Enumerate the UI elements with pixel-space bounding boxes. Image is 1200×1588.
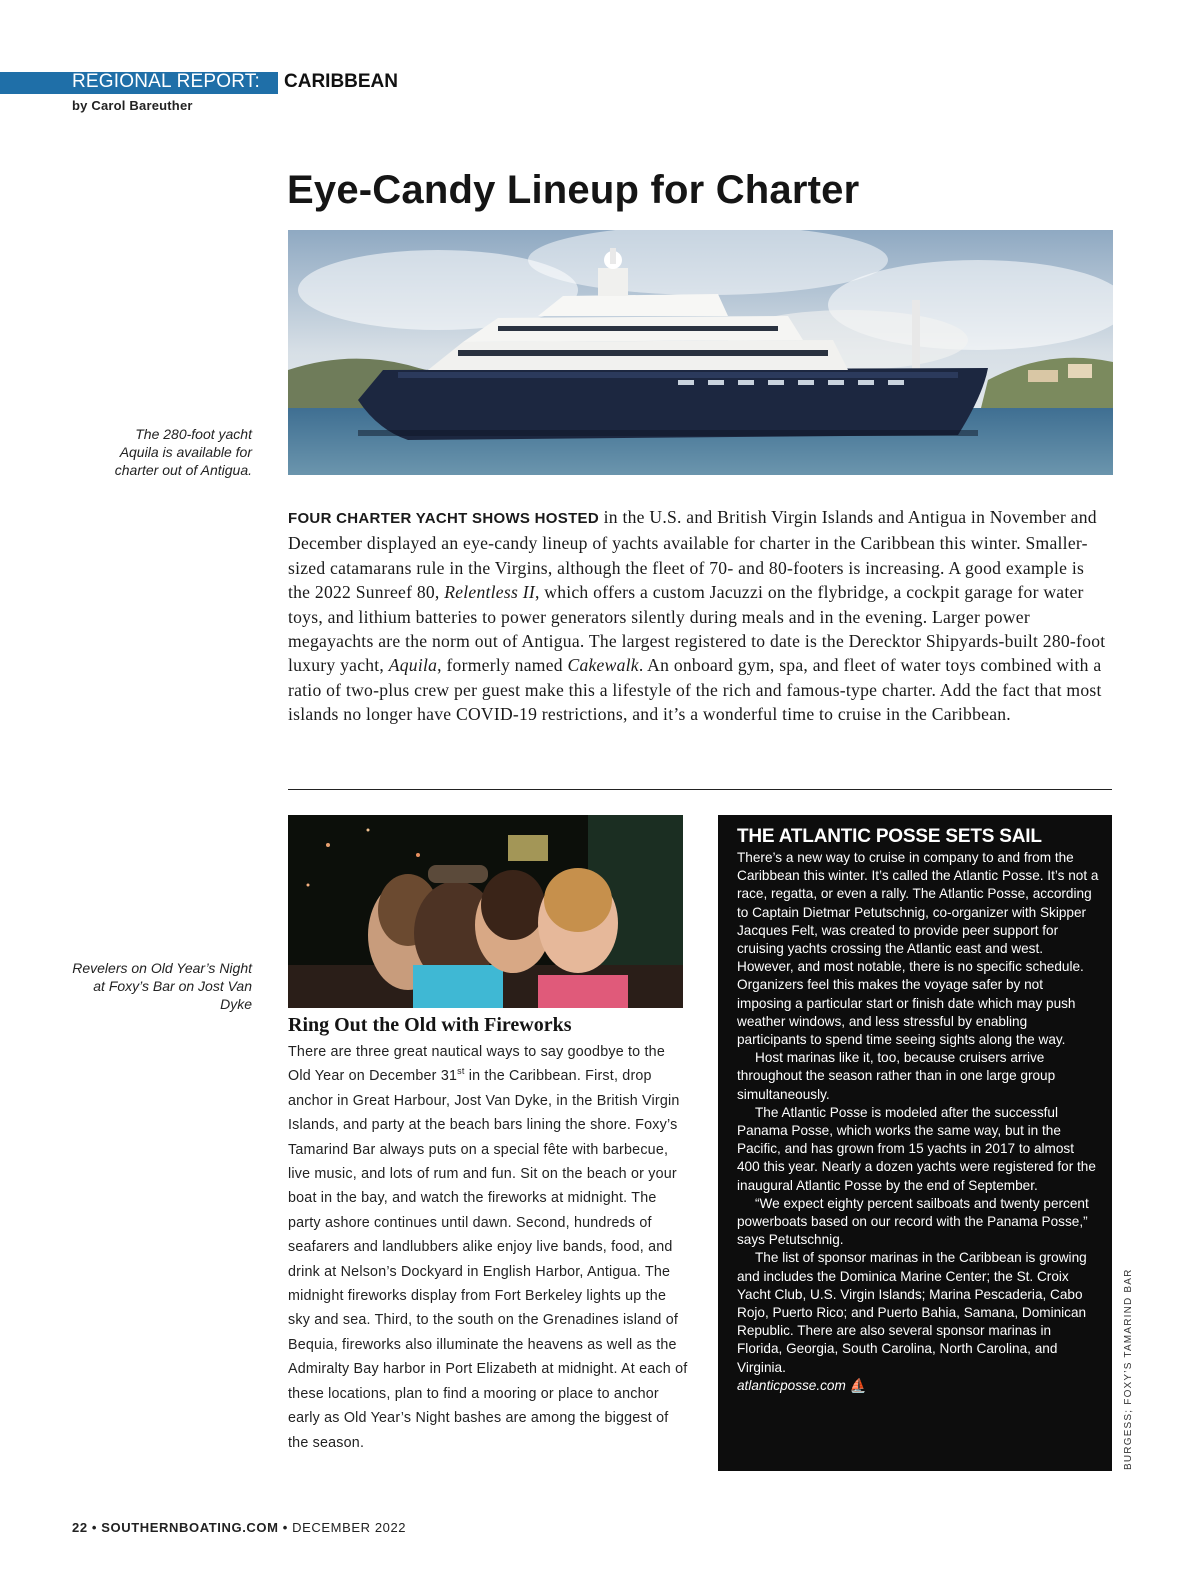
sidebar-title: THE ATLANTIC POSSE SETS SAIL	[737, 826, 1042, 847]
yacht-name-aquila: Aquila	[388, 655, 438, 676]
photo-credit: BURGESS; FOXY’S TAMARIND BAR	[1123, 1268, 1134, 1470]
fireworks-title: Ring Out the Old with Fireworks	[288, 1014, 572, 1036]
sidebar-body: There’s a new way to cruise in company to and from the Caribbean this winter. It’s called the Atlantic Posse. It’s not a race, regatta, or even a rally. The Atlantic Posse, according to Captain Dietmar Petutschnig, co-organizer with Skipper Jacques Felt, was created to provide peer support for cruising yachts crossing the Atlantic east and west. However, and most notable, there is no specific schedule. Organizers feel this makes the voyage safer by not imposing a particular start or finish date which may push weather windows, and less stressful by enabling participants to spend time seeing sights along the way. Host marinas like it, too, because cruisers arrive throughout the season rather than in one large group simultaneously. The Atlantic Posse is modeled after the successful Panama Posse, which works the same way, but in the Pacific, and has grown from 15 yachts in 2017 to almost 400 this year. Nearly a dozen yachts were registered for the inaugural Atlantic Posse by the end of September. “We expect eighty percent sailboats and twenty percent powerboats based on our record with the Panama Posse,” says Petutschnig. The list of sponsor marinas in the Caribbean is growing and includes the Dominica Marine Center; the St. Croix Yacht Club, U.S. Virgin Islands; Marina Pescaderia, Cabo Rojo, Puerto Rico; and Puerto Bahia, Samana, Dominican Republic. There are also several sponsor marinas in Florida, Georgia, South Carolina, North Carolina, and Virginia. atlanticposse.com ⛵	[737, 850, 1099, 1393]
site-name: SOUTHERNBOATING.COM	[101, 1520, 279, 1535]
hero-caption: The 280-foot yacht Aquila is available for charter out of Antigua.	[114, 426, 252, 478]
page-footer: 22 • SOUTHERNBOATING.COM • DECEMBER 2022	[72, 1520, 407, 1535]
atlanticposse-link[interactable]: atlanticposse.com	[737, 1377, 846, 1393]
page-number: 22	[72, 1520, 88, 1535]
section-label: REGIONAL REPORT:	[72, 71, 260, 92]
section-divider	[288, 789, 1112, 790]
intro-paragraph: FOUR CHARTER YACHT SHOWS HOSTED in the U.S. and British Virgin Islands and Antigua in November and December displayed an eye-candy lineup of yachts available for charter in the Caribbean this winter. Smaller-sized catamarans rule in the Virgins, although the fleet of 70- and 80-footers is increasing. A good example is the 2022 Sunreef 80, Relentless II, which offers a custom Jacuzzi on the flybridge, a cockpit garage for water toys, and lithium batteries to power generators silently during meals and in the evening. Larger power megayachts are the norm out of Antigua. The largest registered to date is the Derecktor Shipyards-built 280-foot luxury yacht, Aquila, formerly named Cakewalk. An onboard gym, spa, and fleet of water toys combined with a ratio of two-plus crew per guest make this a lifestyle of the rich and famous-type charter. Add the fact that most islands no longer have COVID-19 restrictions, and it’s a wonderful time to cruise in the Caribbean.	[288, 507, 1106, 725]
section-region: CARIBBEAN	[284, 71, 398, 92]
party-caption: Revelers on Old Year’s Night at Foxy’s Bar on Jost Van Dyke	[72, 960, 252, 1012]
end-mark-icon: ⛵	[849, 1377, 867, 1393]
intro-lead: FOUR CHARTER YACHT SHOWS HOSTED	[288, 510, 599, 527]
party-photo	[288, 815, 683, 1008]
yacht-photo	[288, 230, 1113, 475]
yacht-name-relentless: Relentless II	[444, 582, 535, 603]
issue-date: DECEMBER 2022	[292, 1520, 407, 1535]
hero-caption-name: Aquila	[119, 444, 159, 460]
page-title: Eye-Candy Lineup for Charter	[287, 168, 860, 212]
byline: by Carol Bareuther	[72, 98, 193, 113]
fireworks-body: There are three great nautical ways to say goodbye to the Old Year on December 31st in the Caribbean. First, drop anchor in Great Harbour, Jost Van Dyke, in the British Virgin Islands, and party at the beach bars lining the shore. Foxy’s Tamarind Bar always puts on a special fête with barbecue, live music, and lots of rum and fun. Sit on the beach or your boat in the bay, and watch the fireworks at midnight. The party ashore continues until dawn. Second, hundreds of seafarers and landlubbers alike enjoy live bands, food, and drink at Nelson’s Dockyard in English Harbor, Antigua. The midnight fireworks display from Fort Berkeley lights up the sky and sea. Third, to the south on the Grenadines island of Bequia, fireworks also illuminate the heavens as well as the Admiralty Bay harbor in Port Elizabeth at midnight. At each of these locations, plan to find a mooring or place to anchor early as Old Year’s Night bashes are among the biggest of the season.	[288, 1044, 688, 1451]
yacht-name-cakewalk: Cakewalk	[567, 655, 639, 676]
